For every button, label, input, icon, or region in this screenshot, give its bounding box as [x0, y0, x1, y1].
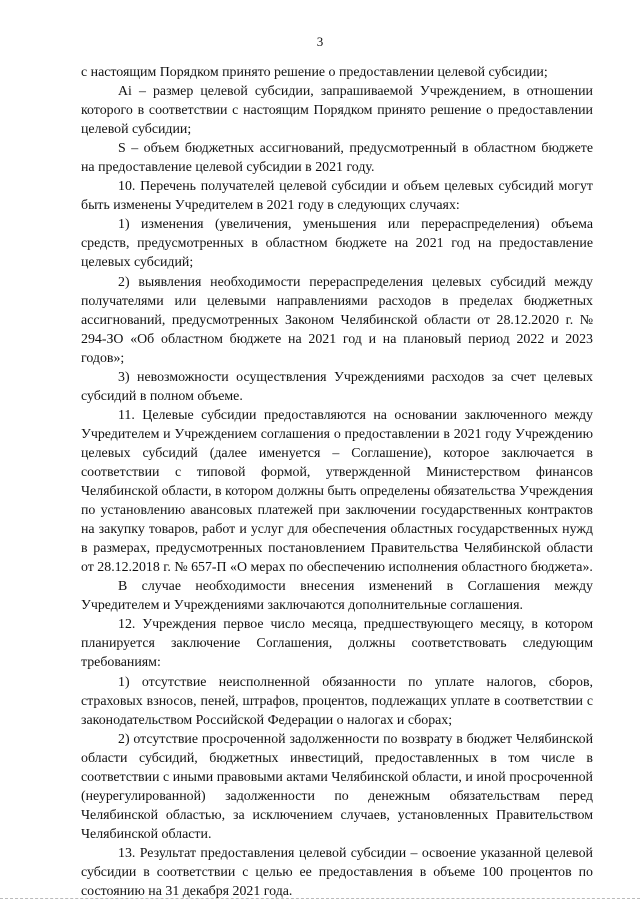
- paragraph: 2) выявления необходимости перераспределения целевых субсидий между получателями или целевыми направлениями расходов в пределах бюджетных ассигнований, предусмотренных Законом Челябинской области от 28.12.2020 г. № 294-ЗО «Об областном бюджете на 2021 год и на плановый период 2022 и 2023 годов»;: [81, 274, 593, 366]
- document-body: [81, 63, 593, 901]
- paragraph: 1) отсутствие неисполненной обязанности по уплате налогов, сборов, страховых взносов, пеней, штрафов, процентов, подлежащих уплате в соответствии с законодательством Российской Федерации о налогах и сборах;: [81, 674, 593, 728]
- paragraph: 3) невозможности осуществления Учреждениями расходов за счет целевых субсидий в полном объеме.: [81, 369, 593, 404]
- paragraph: В случае необходимости внесения изменений в Соглашения между Учредителем и Учреждениями заключаются дополнительные соглашения.: [81, 579, 593, 614]
- paragraph: Ai – размер целевой субсидии, запрашиваемой Учреждением, в отношении которого в соответствии с настоящим Порядком принято решение о предоставлении целевой субсидии;: [81, 84, 593, 138]
- page-number: 3: [316, 34, 324, 49]
- paragraph: 11. Целевые субсидии предоставляются на основании заключенного между Учредителем и Учреждением соглашения о предоставлении в 2021 году Учреждению целевых субсидий (далее именуется – Соглашение), которое заключается в соответствии с типовой формой, утвержденной Министерством финансов Челябинской области, в котором должны быть определены обязательства Учреждения по установлению авансовых платежей при заключении государственных контрактов на закупку товаров, работ и услуг для обеспечения областных государственных нужд в размерах, предусмотренных постановлением Правительства Челябинской области от 28.12.2018 г. № 657-П «О мерах по обеспечению исполнения областного бюджета».: [81, 407, 593, 576]
- paragraph: с настоящим Порядком принято решение о предоставлении целевой субсидии;: [81, 65, 548, 80]
- paragraph: S – объем бюджетных ассигнований, предусмотренный в областном бюджете на предоставление целевой субсидии в 2021 году.: [81, 141, 593, 176]
- paragraph: 13. Результат предоставления целевой субсидии – освоение указанной целевой субсидии в соответствии с целью ее предоставления в объеме 100 процентов по состоянию на 31 декабря 2021 года.: [81, 845, 593, 900]
- page-edge-rule: [0, 898, 640, 899]
- paragraph: 12. Учреждения первое число месяца, предшествующего месяцу, в котором планируется заключение Соглашения, должны соответствовать следующим требованиям:: [81, 617, 593, 671]
- paragraph: 2) отсутствие просроченной задолженности по возврату в бюджет Челябинской области субсидий, бюджетных инвестиций, предоставленных в том числе в соответствии с иными правовыми актами Челябинской области, и иной просроченной (неурегулированной) задолженности по денежным обязательствам перед Челябинской областью, за исключением случаев, установленных Правительством Челябинской области.: [81, 731, 593, 842]
- paragraph: 1) изменения (увеличения, уменьшения или перераспределения) объема средств, предусмотренных в областном бюджете на 2021 год на предоставление целевых субсидий;: [81, 217, 593, 271]
- paragraph: 10. Перечень получателей целевой субсидии и объем целевых субсидий могут быть изменены Учредителем в 2021 году в следующих случаях:: [81, 179, 593, 214]
